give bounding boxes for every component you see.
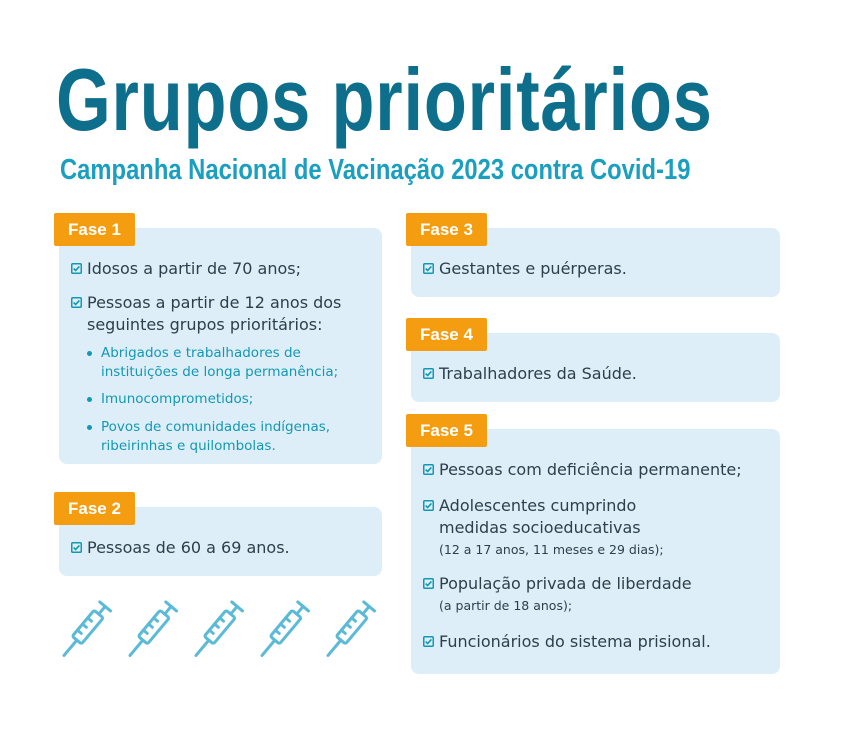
list-item [71, 258, 372, 280]
list-item [423, 459, 770, 481]
page-title: Grupos prioritários [56, 50, 713, 149]
bullet-text: Abrigados e trabalhadores de instituições de longa permanência; [101, 345, 339, 380]
checkbox-icon [71, 297, 82, 308]
phase-1-card [59, 228, 382, 464]
bullet-dot [87, 351, 92, 356]
bullet-dot [87, 397, 92, 402]
syringe-icons [52, 598, 382, 670]
phase-5-card [411, 429, 780, 674]
item-text: Pessoas a partir de 12 anos dos seguintes grupos prioritários: [87, 293, 342, 334]
checkbox-icon [423, 368, 434, 379]
item-note: (a partir de 18 anos); [439, 598, 573, 613]
item-text: Adolescentes cumprindo medidas socioeducativas [439, 496, 641, 537]
phase-2-tag: Fase 2 [54, 492, 135, 525]
phase-3-tag: Fase 3 [406, 213, 487, 246]
list-item-note [423, 597, 770, 615]
checkbox-icon [71, 263, 82, 274]
syringe-icon [191, 602, 243, 660]
item-text: Funcionários do sistema prisional. [439, 632, 711, 651]
checkbox-icon [423, 500, 434, 511]
item-text: Pessoas de 60 a 69 anos. [87, 538, 290, 557]
bullet-item [87, 418, 374, 456]
item-text: Trabalhadores da Saúde. [439, 364, 637, 383]
syringe-icon [59, 602, 111, 660]
checkbox-icon [423, 263, 434, 274]
list-item [423, 573, 770, 595]
checkbox-icon [423, 578, 434, 589]
list-item [71, 292, 372, 336]
phase-5-tag: Fase 5 [406, 414, 487, 447]
bullet-item [87, 390, 374, 409]
bullet-item [87, 344, 374, 382]
phase-1-tag: Fase 1 [54, 213, 135, 246]
item-text: Gestantes e puérperas. [439, 259, 627, 278]
checkbox-icon [71, 542, 82, 553]
item-text: Pessoas com deficiência permanente; [439, 460, 742, 479]
item-note: (12 a 17 anos, 11 meses e 29 dias); [439, 542, 664, 557]
bullet-text: Imunocomprometidos; [101, 391, 254, 407]
list-item [423, 631, 770, 653]
phase-4-tag: Fase 4 [406, 318, 487, 351]
list-item-note [423, 541, 770, 559]
item-text: População privada de liberdade [439, 574, 692, 593]
syringe-icon [125, 602, 177, 660]
syringe-icon [257, 602, 309, 660]
item-text: Idosos a partir de 70 anos; [87, 259, 302, 278]
checkbox-icon [423, 636, 434, 647]
list-item [71, 537, 372, 559]
syringe-icon [323, 602, 375, 660]
bullet-dot [87, 425, 92, 430]
list-item [423, 258, 770, 280]
list-item [423, 495, 650, 539]
checkbox-icon [423, 464, 434, 475]
page-subtitle: Campanha Nacional de Vacinação 2023 contra Covid-19 [60, 154, 691, 186]
bullet-text: Povos de comunidades indígenas, ribeirinhas e quilombolas. [101, 419, 331, 454]
list-item [423, 363, 770, 385]
